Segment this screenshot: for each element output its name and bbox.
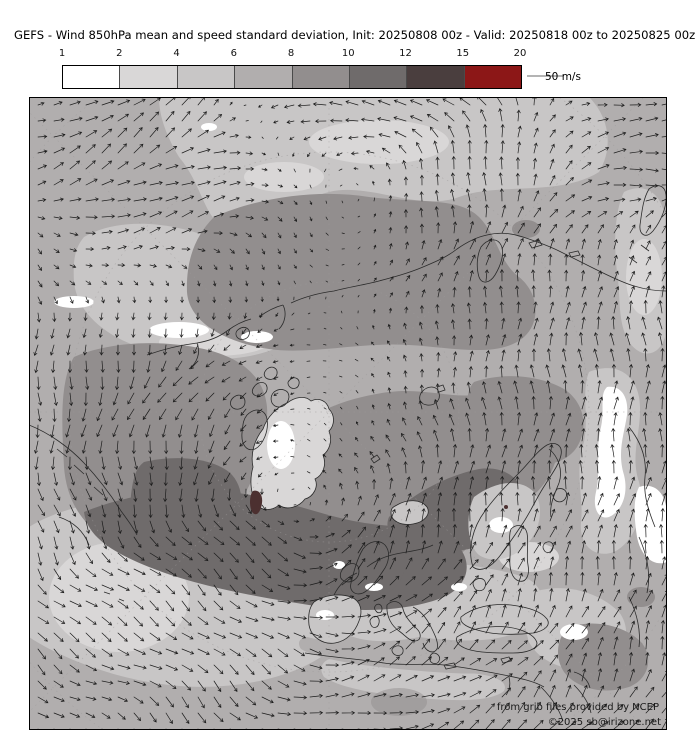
attribution-source: from grib files provided by NCEP	[496, 702, 659, 713]
reference-vector-key	[505, 62, 685, 92]
shade-right-lighter	[626, 239, 662, 315]
colorbar-tick-label: 10	[341, 48, 355, 59]
colorbar-segment	[406, 66, 463, 88]
colorbar-segment	[63, 66, 119, 88]
extreme-spot-small	[504, 505, 508, 509]
white-patch	[241, 331, 273, 343]
colorbar-tick-label: 20	[513, 48, 527, 59]
white-patch-iberia	[316, 610, 334, 620]
attribution-copyright: ©2025 sb@irizone.net	[547, 717, 661, 728]
shade-top-lighter	[309, 120, 449, 164]
colorbar-tick-label: 15	[456, 48, 470, 59]
colorbar	[62, 65, 522, 89]
colorbar-segment	[292, 66, 349, 88]
colorbar-tick-label: 2	[116, 48, 123, 59]
white-patch-greenland	[267, 421, 295, 469]
colorbar-segment	[349, 66, 406, 88]
colorbar-tick-label: 8	[287, 48, 295, 59]
map	[29, 97, 667, 730]
white-patch	[201, 123, 217, 131]
white-patch	[560, 624, 588, 640]
polar-map-svg	[29, 97, 667, 730]
colorbar-tick-label: 1	[58, 48, 66, 59]
reference-vector-label: 50 m/s	[545, 71, 581, 83]
std-dev-shading	[29, 97, 667, 730]
colorbar-segment	[119, 66, 176, 88]
colorbar-tick-label: 6	[230, 48, 237, 59]
shade-top-lighter-2	[244, 162, 324, 192]
page-title: GEFS - Wind 850hPa mean and speed standard deviation, Init: 20250808 00z - Valid: 20250818 00z to 20250825 00z	[14, 28, 696, 42]
colorbar-segment	[234, 66, 291, 88]
white-patch	[149, 322, 209, 338]
colorbar-segment	[177, 66, 234, 88]
shade-core-baffin	[131, 458, 242, 550]
white-patch	[451, 583, 467, 591]
colorbar-tick-label: 4	[173, 48, 180, 59]
white-patch-norway	[489, 517, 513, 533]
shade-dark-patch-1	[627, 587, 655, 607]
colorbar-tick-label: 12	[399, 48, 412, 59]
colorbar-ticks	[0, 48, 700, 62]
